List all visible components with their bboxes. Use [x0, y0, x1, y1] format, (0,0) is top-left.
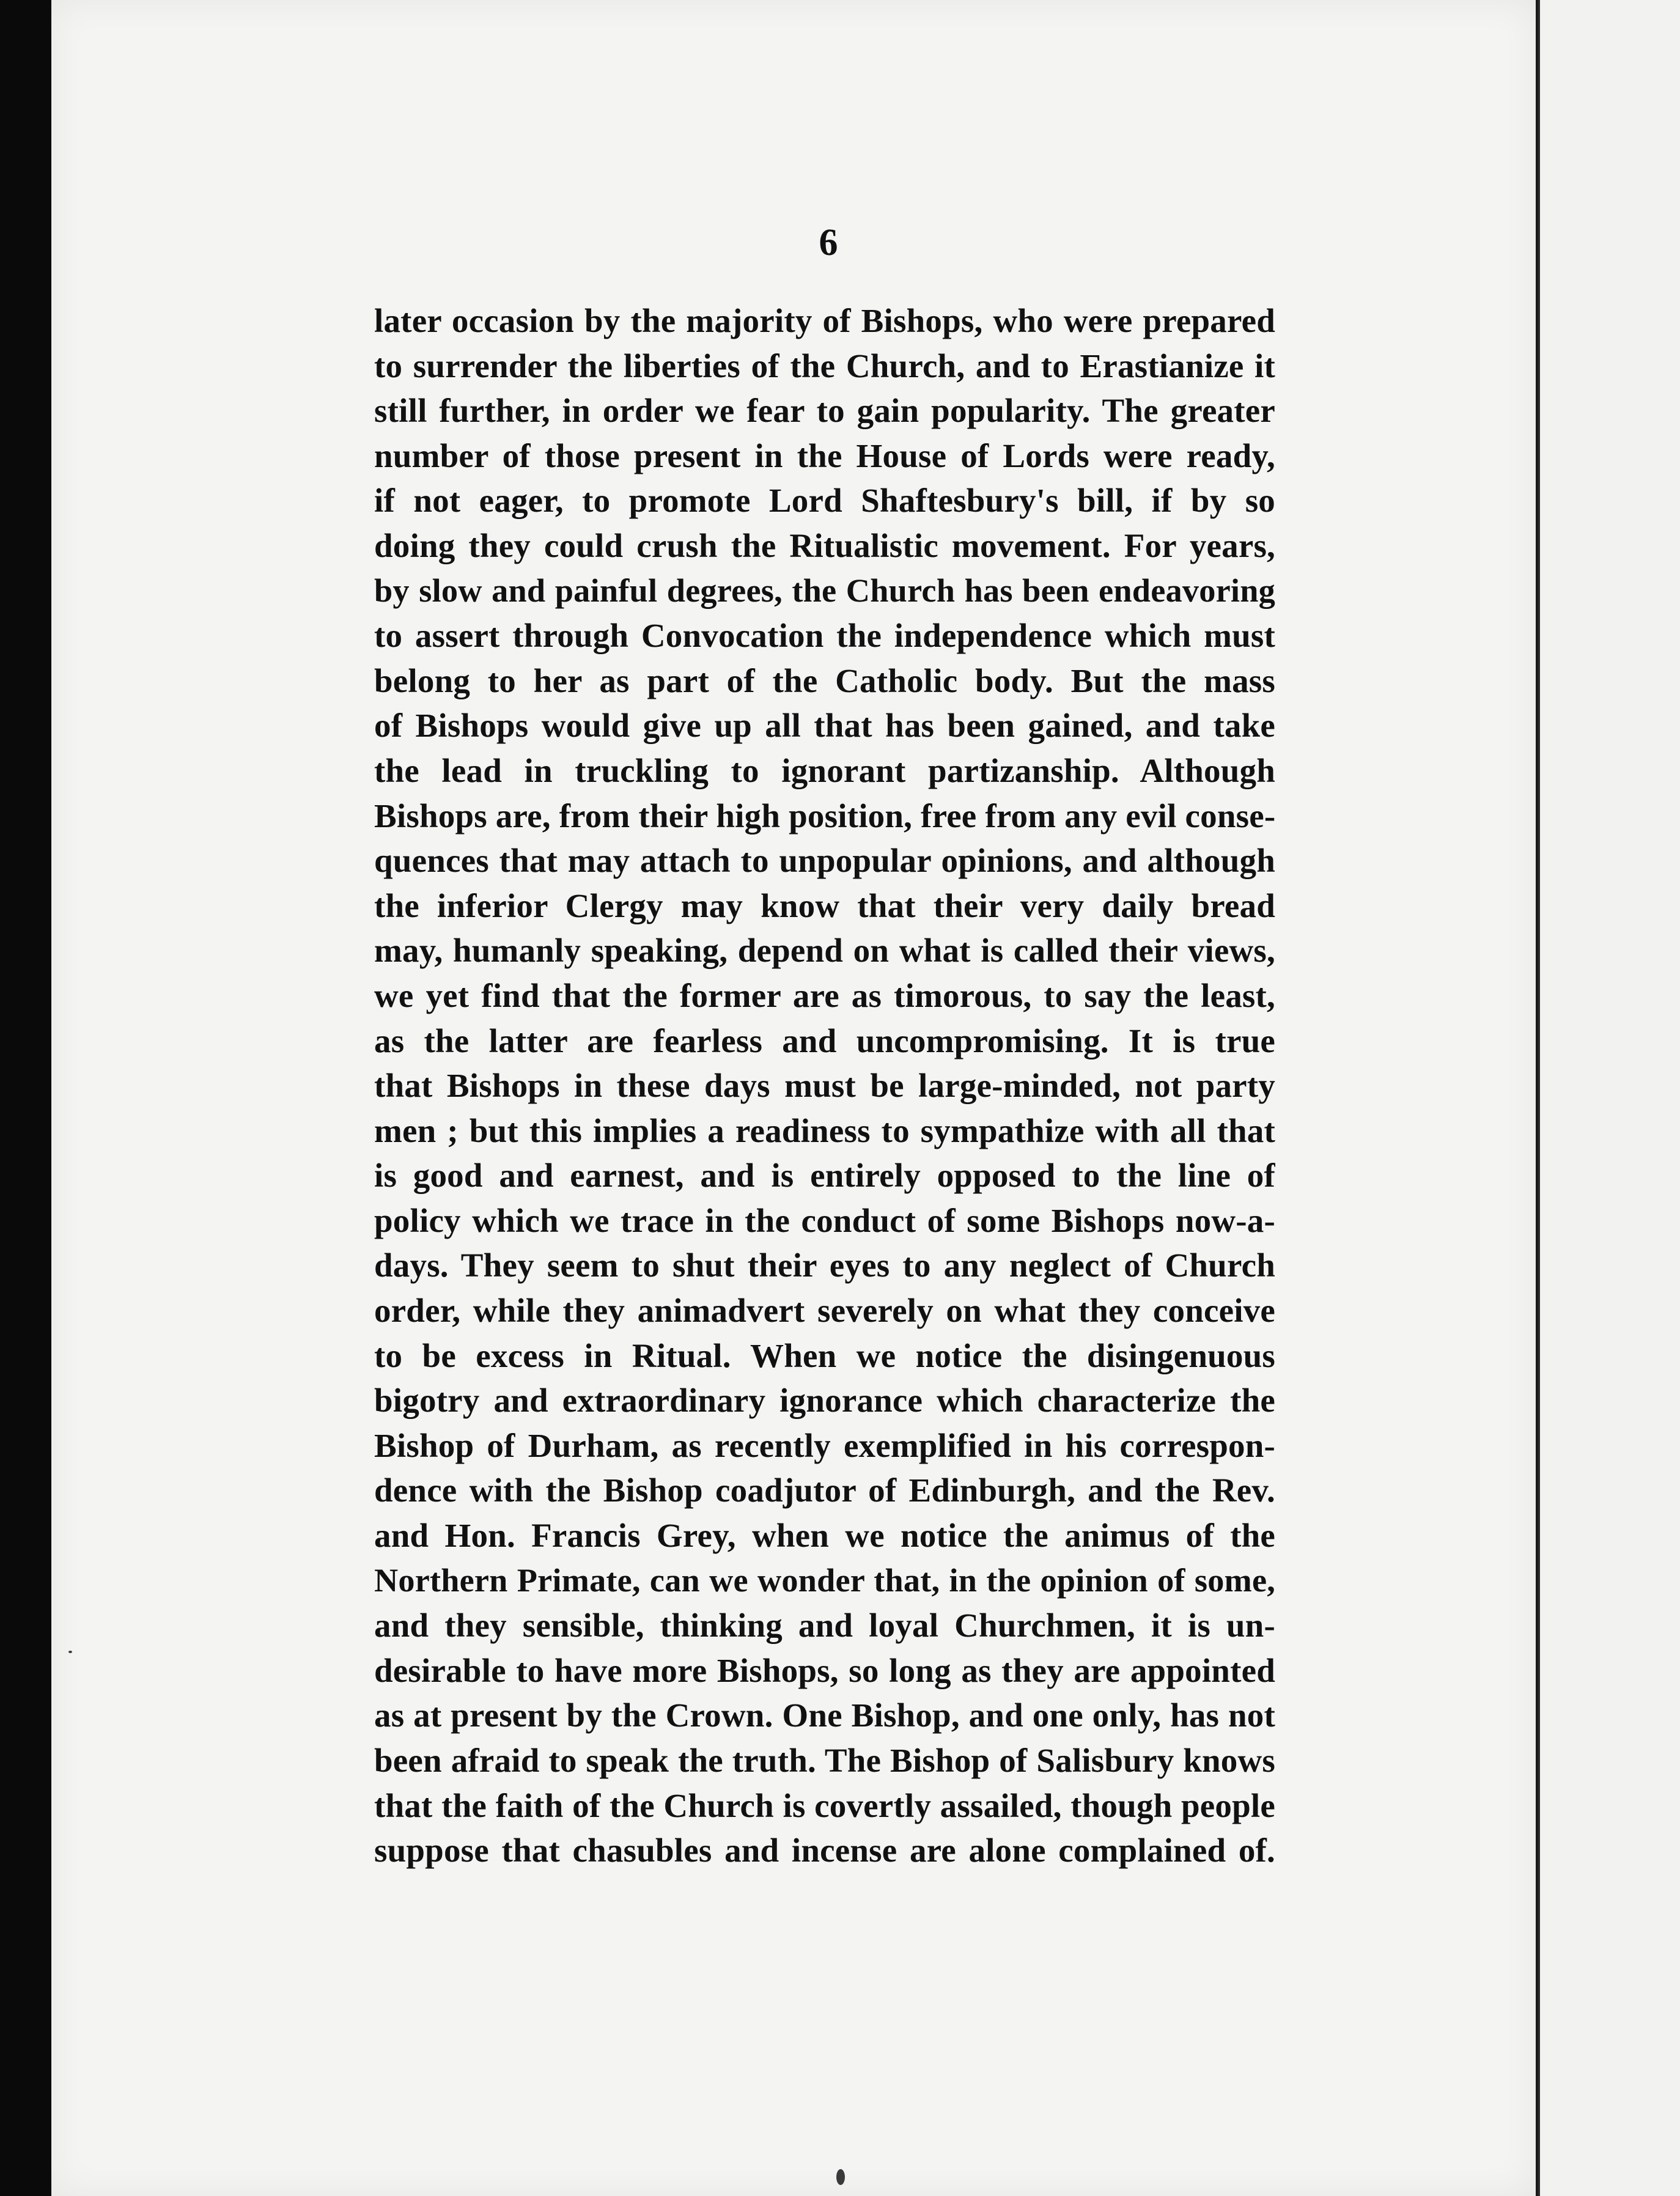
text-line: and Hon. Francis Grey, when we notice the animus of the	[374, 1517, 1275, 1555]
text-line: been afraid to speak the truth. The Bishop of Salisbury knows	[374, 1742, 1275, 1779]
text-line: desirable to have more Bishops, so long as they are appointed	[374, 1651, 1275, 1689]
text-line: order, while they animadvert severely on what they conceive	[374, 1292, 1275, 1330]
adjacent-page-edge	[1538, 0, 1680, 2196]
text-line: the lead in truckling to ignorant partizanship. Although	[374, 751, 1275, 789]
text-line: that the faith of the Church is covertly assailed, though people	[374, 1786, 1275, 1824]
print-speck	[836, 2169, 845, 2185]
text-line: bigotry and extraordinary ignorance which characterize the	[374, 1382, 1275, 1420]
text-line: Northern Primate, can we wonder that, in the opinion of some,	[374, 1561, 1275, 1599]
text-line: days. They seem to shut their eyes to any neglect of Church	[374, 1247, 1275, 1284]
text-line: of Bishops would give up all that has been gained, and take	[374, 707, 1275, 745]
text-line: is good and earnest, and is entirely opposed to the line of	[374, 1157, 1275, 1195]
text-line: dence with the Bishop coadjutor of Edinburgh, and the Rev.	[374, 1472, 1275, 1509]
text-line: to be excess in Ritual. When we notice the disingenuous	[374, 1336, 1275, 1374]
print-speck	[68, 1651, 72, 1653]
text-line: to surrender the liberties of the Church, and to Erastianize it	[374, 347, 1275, 385]
body-text	[374, 298, 1275, 1873]
text-line: policy which we trace in the conduct of some Bishops now-a-	[374, 1201, 1275, 1239]
text-line: as at present by the Crown. One Bishop, and one only, has not	[374, 1697, 1275, 1734]
adjacent-page-border	[1538, 0, 1540, 2196]
text-line: still further, in order we fear to gain popularity. The greater	[374, 392, 1275, 430]
text-line: Bishops are, from their high position, free from any evil conse-	[374, 797, 1275, 835]
text-line: and they sensible, thinking and loyal Churchmen, it is un-	[374, 1607, 1275, 1645]
page-number: 6	[819, 222, 838, 263]
text-line: by slow and painful degrees, the Church has been endeavoring	[374, 572, 1275, 609]
text-line: to assert through Convocation the independence which must	[374, 617, 1275, 655]
text-line: if not eager, to promote Lord Shaftesbury's bill, if by so	[374, 482, 1275, 520]
text-line: belong to her as part of the Catholic body. But the mass	[374, 661, 1275, 699]
text-line: may, humanly speaking, depend on what is called their views,	[374, 932, 1275, 970]
text-line: suppose that chasubles and incense are alone complained of.	[374, 1832, 1275, 1870]
text-line: Bishop of Durham, as recently exemplified in his correspon-	[374, 1426, 1275, 1464]
text-line: quences that may attach to unpopular opinions, and although	[374, 842, 1275, 880]
text-line: number of those present in the House of Lords were ready,	[374, 437, 1275, 474]
text-line: that Bishops in these days must be large-minded, not party	[374, 1067, 1275, 1105]
text-line: we yet find that the former are as timorous, to say the least,	[374, 976, 1275, 1014]
text-line: the inferior Clergy may know that their very daily bread	[374, 886, 1275, 924]
text-line: as the latter are fearless and uncompromising. It is true	[374, 1022, 1275, 1059]
text-line: doing they could crush the Ritualistic movement. For years,	[374, 526, 1275, 564]
text-line: men ; but this implies a readiness to sympathize with all that	[374, 1111, 1275, 1149]
text-line: later occasion by the majority of Bishops, who were prepared	[374, 302, 1275, 339]
